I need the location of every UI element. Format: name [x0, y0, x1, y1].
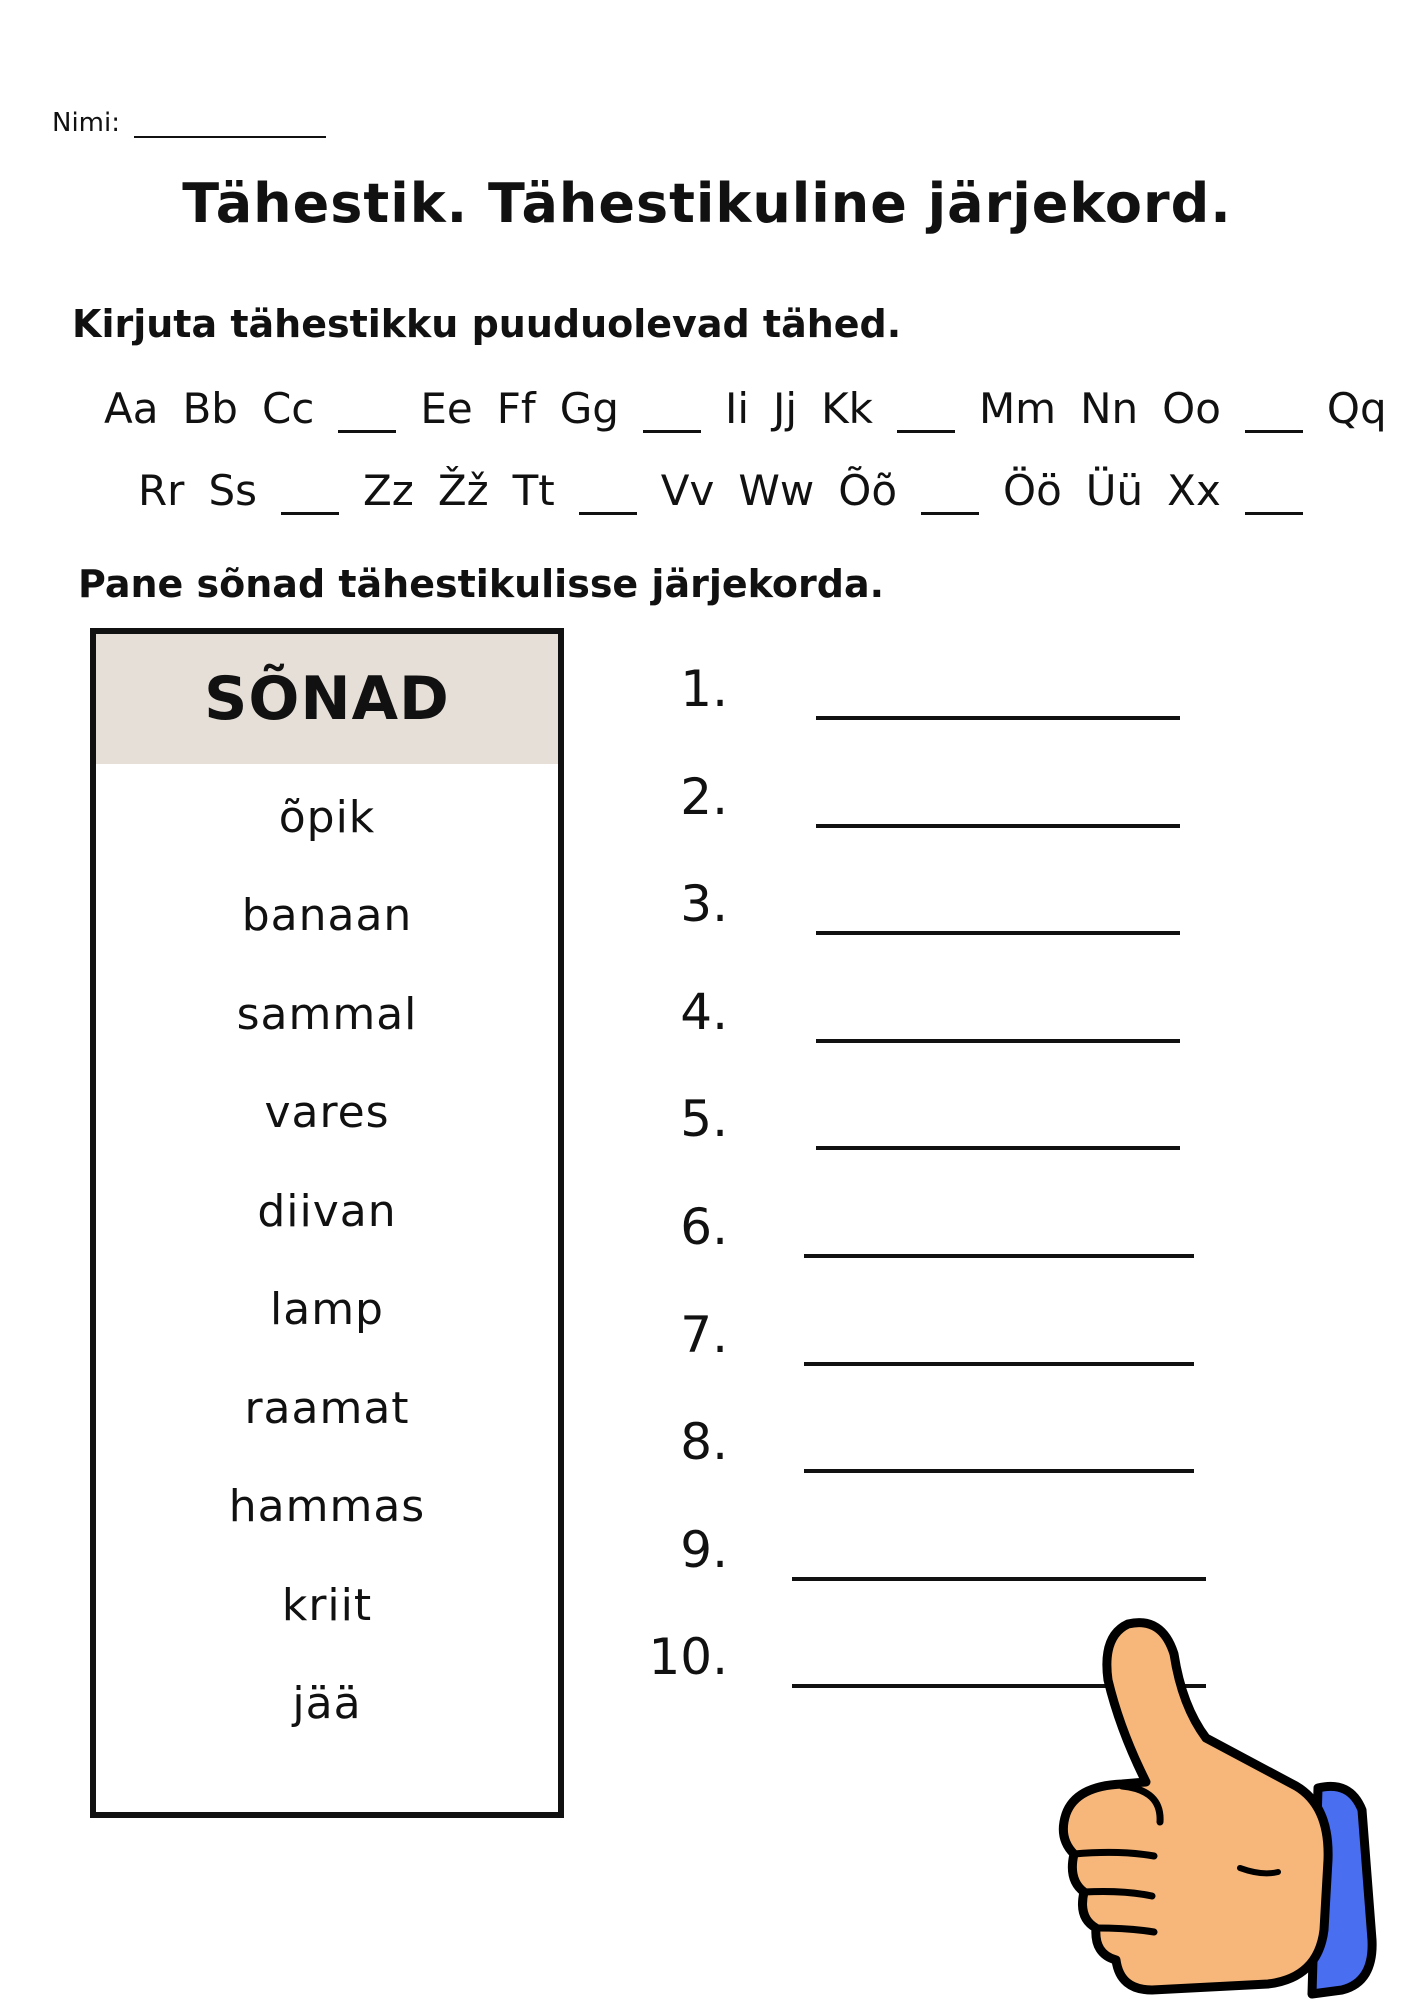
words-list — [96, 764, 558, 1753]
name-input-line[interactable] — [134, 110, 326, 138]
letter-pair: Vv — [660, 466, 715, 515]
letter-pair: Kk — [821, 384, 873, 433]
letter-pair: Rr — [138, 466, 185, 515]
letter-pair: Cc — [261, 384, 315, 433]
letter-pair: Xx — [1167, 466, 1221, 515]
letter-pair: Mm — [978, 384, 1057, 433]
letter-pair: Qq — [1326, 384, 1387, 433]
letter-pair: Ss — [208, 466, 257, 515]
answer-row — [630, 1413, 1230, 1521]
letter-pair: Ii — [724, 384, 749, 433]
letter-pair: Nn — [1080, 384, 1139, 433]
letter-pair: Öö — [1003, 466, 1062, 515]
word-item: banaan — [241, 890, 413, 942]
word-item: kriit — [281, 1579, 373, 1631]
words-table — [90, 628, 564, 1818]
word-item: lamp — [270, 1284, 384, 1336]
letter-pair: Gg — [559, 384, 619, 433]
task1-instruction: Kirjuta tähestikku puuduolevad tähed. — [72, 302, 902, 346]
answer-row — [630, 875, 1230, 983]
word-item: vares — [264, 1087, 390, 1139]
word-item: õpik — [278, 791, 376, 843]
answer-number: 7. — [680, 1305, 728, 1364]
answer-number: 10. — [648, 1628, 728, 1687]
missing-letter-blank[interactable] — [1245, 477, 1303, 515]
missing-letter-blank[interactable] — [643, 395, 701, 433]
letter-pair: Jj — [773, 384, 798, 433]
missing-letter-blank[interactable] — [897, 395, 955, 433]
letter-pair: Zz — [363, 466, 414, 515]
answer-line[interactable] — [804, 1254, 1194, 1258]
answer-line[interactable] — [816, 931, 1180, 935]
task2-instruction: Pane sõnad tähestikulisse järjekorda. — [78, 562, 885, 606]
name-label: Nimi: — [52, 108, 120, 138]
answer-number: 4. — [680, 982, 728, 1041]
answer-number: 3. — [680, 875, 728, 934]
answer-row — [630, 660, 1230, 768]
answer-line[interactable] — [816, 1039, 1180, 1043]
answer-line[interactable] — [804, 1469, 1194, 1473]
answer-line[interactable] — [816, 716, 1180, 720]
letter-pair: Õõ — [838, 466, 898, 515]
answer-number: 6. — [680, 1197, 728, 1256]
word-item: jää — [292, 1678, 362, 1730]
answer-number: 5. — [680, 1090, 728, 1149]
letter-pair: Üü — [1085, 466, 1144, 515]
thumbs-up-icon — [1050, 1610, 1390, 2000]
letter-pair: Bb — [182, 384, 238, 433]
missing-letter-blank[interactable] — [338, 395, 396, 433]
missing-letter-blank[interactable] — [281, 477, 339, 515]
letter-pair: Tt — [512, 466, 555, 515]
answer-number: 1. — [680, 660, 728, 718]
letter-pair: Ff — [496, 384, 536, 433]
missing-letter-blank[interactable] — [921, 477, 979, 515]
word-item: hammas — [228, 1481, 426, 1533]
alphabet-row-2 — [138, 466, 1303, 515]
answer-number: 9. — [680, 1520, 728, 1579]
name-field — [52, 108, 326, 138]
answer-line[interactable] — [804, 1362, 1194, 1366]
page-title: Tähestik. Tähestikuline järjekord. — [182, 172, 1232, 235]
alphabet-row-1 — [104, 384, 1387, 433]
letter-pair: Aa — [104, 384, 159, 433]
answer-list — [630, 660, 1230, 1736]
word-item: diivan — [257, 1185, 397, 1237]
letter-pair: Oo — [1162, 384, 1221, 433]
letter-pair: Ww — [738, 466, 815, 515]
answer-number: 2. — [680, 767, 728, 826]
answer-number: 8. — [680, 1413, 728, 1472]
missing-letter-blank[interactable] — [1245, 395, 1303, 433]
answer-row — [630, 1198, 1230, 1306]
letter-pair: Ee — [420, 384, 473, 433]
answer-line[interactable] — [816, 1146, 1180, 1150]
word-item: raamat — [244, 1382, 410, 1434]
answer-line[interactable] — [792, 1577, 1206, 1581]
answer-line[interactable] — [816, 824, 1180, 828]
missing-letter-blank[interactable] — [579, 477, 637, 515]
letter-pair: Žž — [437, 466, 489, 515]
word-item: sammal — [236, 988, 418, 1040]
words-table-header: SÕNAD — [96, 634, 558, 764]
answer-row — [630, 983, 1230, 1091]
answer-row — [630, 1306, 1230, 1414]
answer-row — [630, 768, 1230, 876]
answer-row — [630, 1090, 1230, 1198]
